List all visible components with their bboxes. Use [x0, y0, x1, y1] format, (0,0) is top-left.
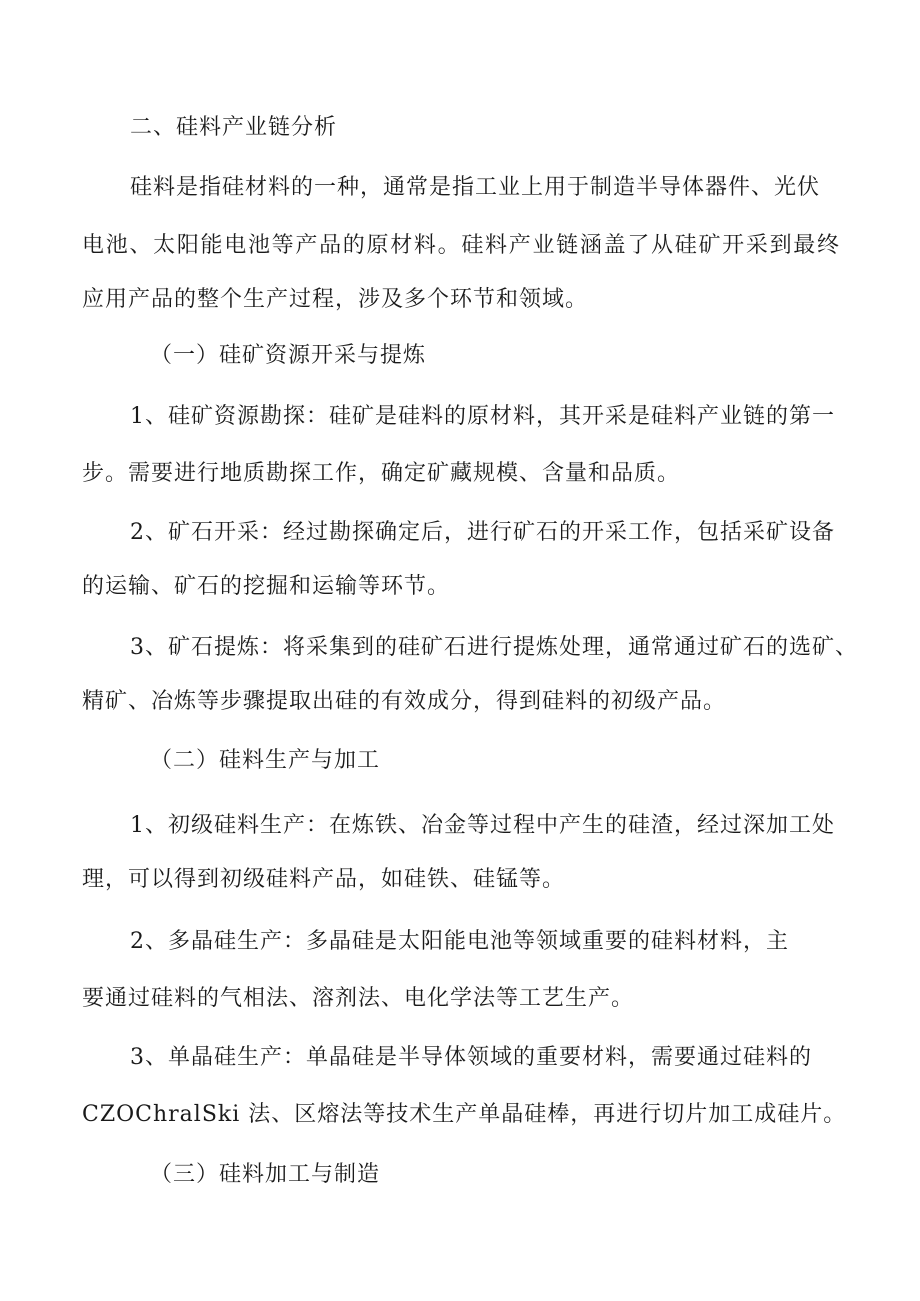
- intro-line-3: 应用产品的整个生产过程，涉及多个环节和领域。: [82, 287, 589, 312]
- subsection-3-heading: （三）硅料加工与制造: [150, 1162, 381, 1187]
- subsection-1-heading: （一）硅矿资源开采与提炼: [150, 343, 427, 368]
- intro-line-2: 电池、太阳能电池等产品的原材料。硅料产业链涵盖了从硅矿开采到最终: [82, 233, 840, 258]
- sub2-paragraph-1-line-1: 1、初级硅料生产：在炼铁、冶金等过程中产生的硅渣，经过深加工处: [130, 813, 835, 838]
- sub1-paragraph-3-line-1: 3、矿石提炼：将采集到的硅矿石进行提炼处理，通常通过矿石的选矿、: [130, 635, 858, 660]
- sub1-paragraph-1-line-1: 1、硅矿资源勘探：硅矿是硅料的原材料，其开采是硅料产业链的第一: [130, 404, 835, 429]
- section-title: 二、硅料产业链分析: [130, 115, 338, 140]
- intro-line-1: 硅料是指硅材料的一种，通常是指工业上用于制造半导体器件、光伏: [130, 175, 821, 200]
- sub2-paragraph-3-line-1: 3、单晶硅生产：单晶硅是半导体领域的重要材料，需要通过硅料的: [130, 1045, 812, 1070]
- sub1-paragraph-3-line-2: 精矿、冶炼等步骤提取出硅的有效成分，得到硅料的初级产品。: [82, 689, 727, 714]
- sub2-paragraph-3-line-2: CZOChralSki 法、区熔法等技术生产单晶硅棒，再进行切片加工成硅片。: [82, 1102, 847, 1127]
- sub1-paragraph-2-line-1: 2、矿石开采：经过勘探确定后，进行矿石的开采工作，包括采矿设备: [130, 520, 835, 545]
- sub1-paragraph-2-line-2: 的运输、矿石的挖掘和运输等环节。: [82, 574, 451, 599]
- sub1-paragraph-1-line-2: 步。需要进行地质勘探工作，确定矿藏规模、含量和品质。: [82, 461, 681, 486]
- subsection-2-heading: （二）硅料生产与加工: [150, 748, 381, 773]
- sub2-paragraph-2-line-2: 要通过硅料的气相法、溶剂法、电化学法等工艺生产。: [82, 986, 635, 1011]
- sub2-paragraph-1-line-2: 理，可以得到初级硅料产品，如硅铁、硅锰等。: [82, 867, 566, 892]
- sub2-paragraph-2-line-1: 2、多晶硅生产：多晶硅是太阳能电池等领域重要的硅料材料，主: [130, 929, 789, 954]
